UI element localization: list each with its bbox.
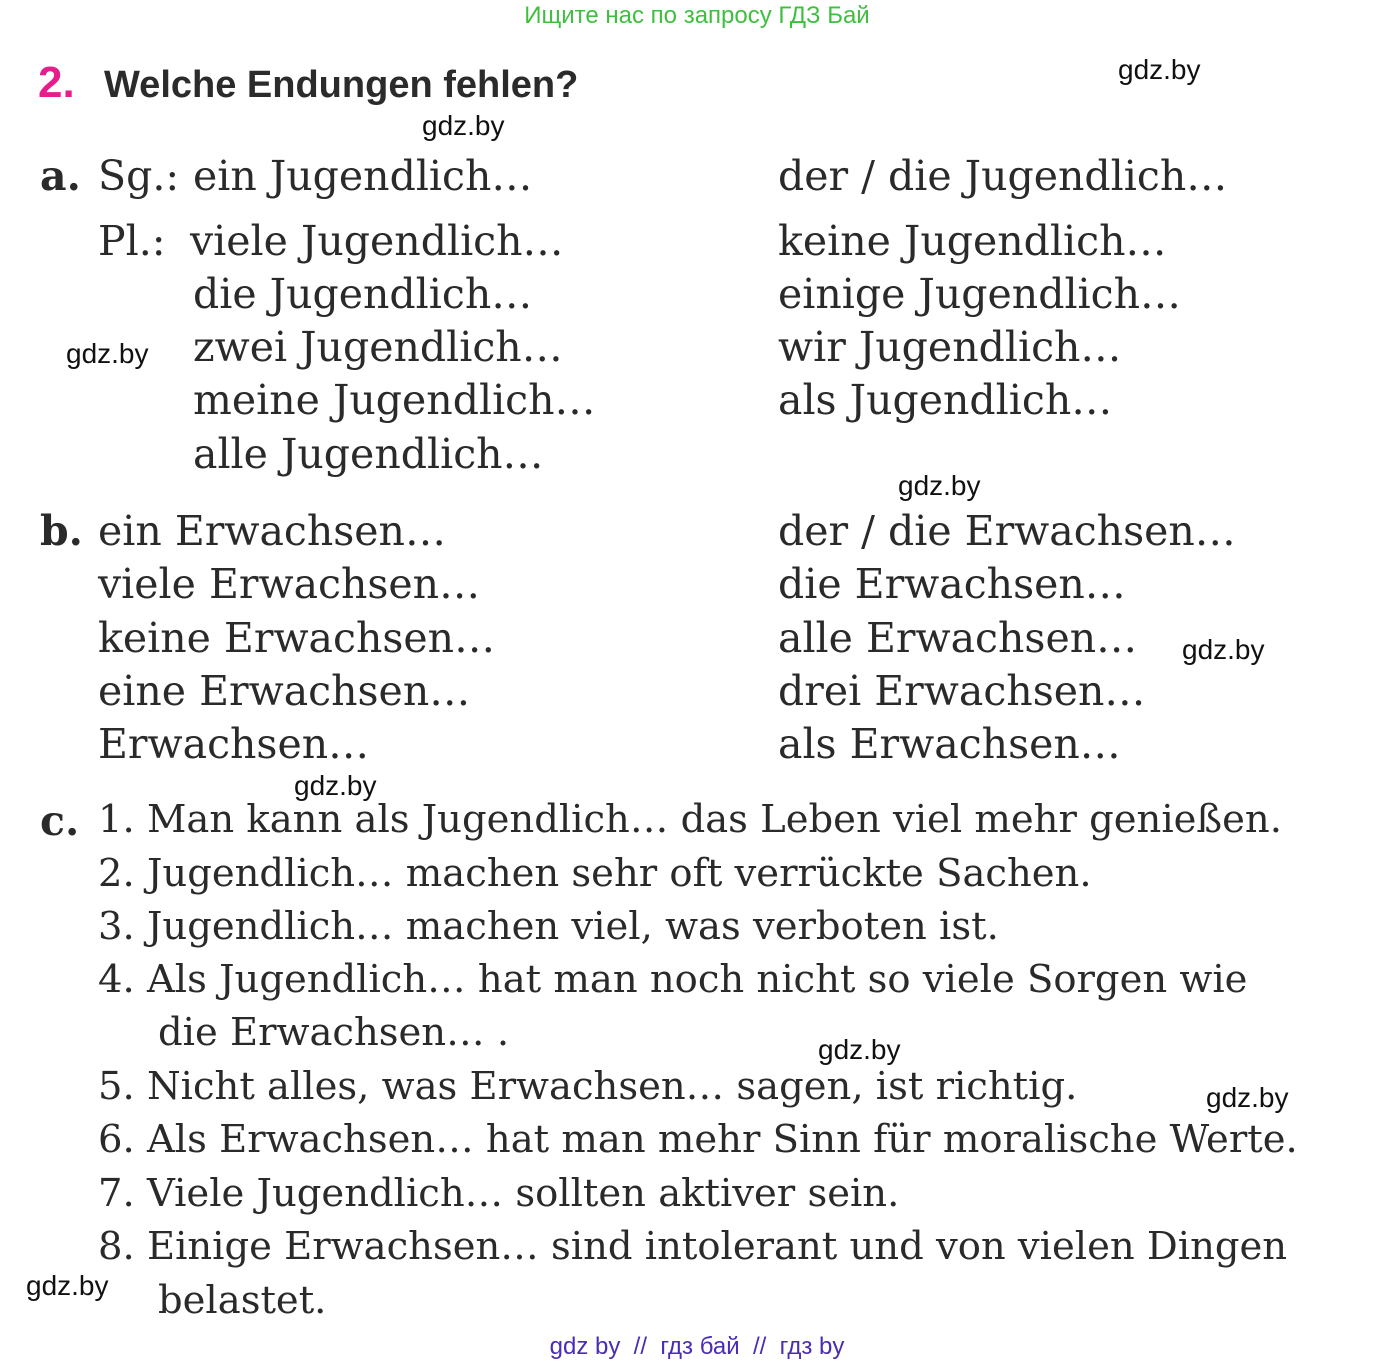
pl-right-item: keine Jugendlich…	[778, 217, 1167, 265]
pl-right-item: einige Jugendlich…	[778, 270, 1182, 318]
sentence-line: 1. Man kann als Jugendlich… das Leben viel mehr genießen.	[98, 797, 1282, 842]
sentence-line: 3. Jugendlich… machen viel, was verboten ist.	[98, 904, 999, 949]
section-c-label: c.	[40, 797, 80, 845]
watermark: gdz.by	[294, 770, 377, 801]
watermark: gdz.by	[898, 470, 981, 501]
sg-label: Sg.:	[98, 152, 180, 200]
pl-label: Pl.:	[98, 217, 166, 265]
sentence-line: 2. Jugendlich… machen sehr oft verrückte Sachen.	[98, 851, 1092, 896]
b-left-item: ein Erwachsen…	[98, 507, 446, 555]
task-title: Welche Endungen fehlen?	[104, 64, 579, 106]
b-right-item: als Erwachsen…	[778, 720, 1121, 768]
b-right-item: drei Erwachsen…	[778, 667, 1146, 715]
pl-left-item: zwei Jugendlich…	[193, 323, 563, 371]
pl-left-item: alle Jugendlich…	[193, 430, 544, 478]
b-right-item: der / die Erwachsen…	[778, 507, 1236, 555]
watermark: gdz.by	[1206, 1082, 1289, 1113]
b-right-item: alle Erwachsen…	[778, 614, 1138, 662]
pl-left-item: meine Jugendlich…	[193, 376, 596, 424]
sentence-line: 4. Als Jugendlich… hat man noch nicht so viele Sorgen wie	[98, 957, 1248, 1002]
sentence-line: 8. Einige Erwachsen… sind intolerant und von vielen Dingen	[98, 1224, 1288, 1269]
watermark: gdz.by	[66, 338, 149, 369]
watermark: gdz.by	[818, 1034, 901, 1065]
pl-left-item: die Jugendlich…	[193, 270, 533, 318]
sentence-line: 7. Viele Jugendlich… sollten aktiver sein.	[98, 1171, 900, 1216]
b-left-item: keine Erwachsen…	[98, 614, 496, 662]
section-b-label: b.	[40, 507, 83, 555]
b-left-item: viele Erwachsen…	[98, 560, 481, 608]
top-banner: Ищите нас по запросу ГДЗ Бай	[524, 2, 870, 29]
sentence-line: 6. Als Erwachsen… hat man mehr Sinn für moralische Werte.	[98, 1117, 1298, 1162]
pl-left-item: viele Jugendlich…	[190, 217, 564, 265]
sentence-line: die Erwachsen… .	[158, 1010, 510, 1055]
sg-right-item: der / die Jugendlich…	[778, 152, 1228, 200]
watermark: gdz.by	[422, 110, 505, 141]
watermark: gdz.by	[1118, 54, 1201, 85]
sentence-line: belastet.	[158, 1278, 327, 1323]
b-right-item: die Erwachsen…	[778, 560, 1126, 608]
sentence-line: 5. Nicht alles, was Erwachsen… sagen, ist richtig.	[98, 1064, 1078, 1109]
b-left-item: eine Erwachsen…	[98, 667, 471, 715]
footer-watermark: gdz by // гдз бай // гдз by	[549, 1333, 845, 1360]
task-number: 2.	[38, 58, 75, 107]
b-left-item: Erwachsen…	[98, 720, 370, 768]
pl-right-item: als Jugendlich…	[778, 376, 1113, 424]
sg-left-item: ein Jugendlich…	[193, 152, 533, 200]
watermark: gdz.by	[1182, 634, 1265, 665]
watermark: gdz.by	[26, 1270, 109, 1301]
section-a-label: a.	[40, 152, 81, 200]
pl-right-item: wir Jugendlich…	[778, 323, 1122, 371]
